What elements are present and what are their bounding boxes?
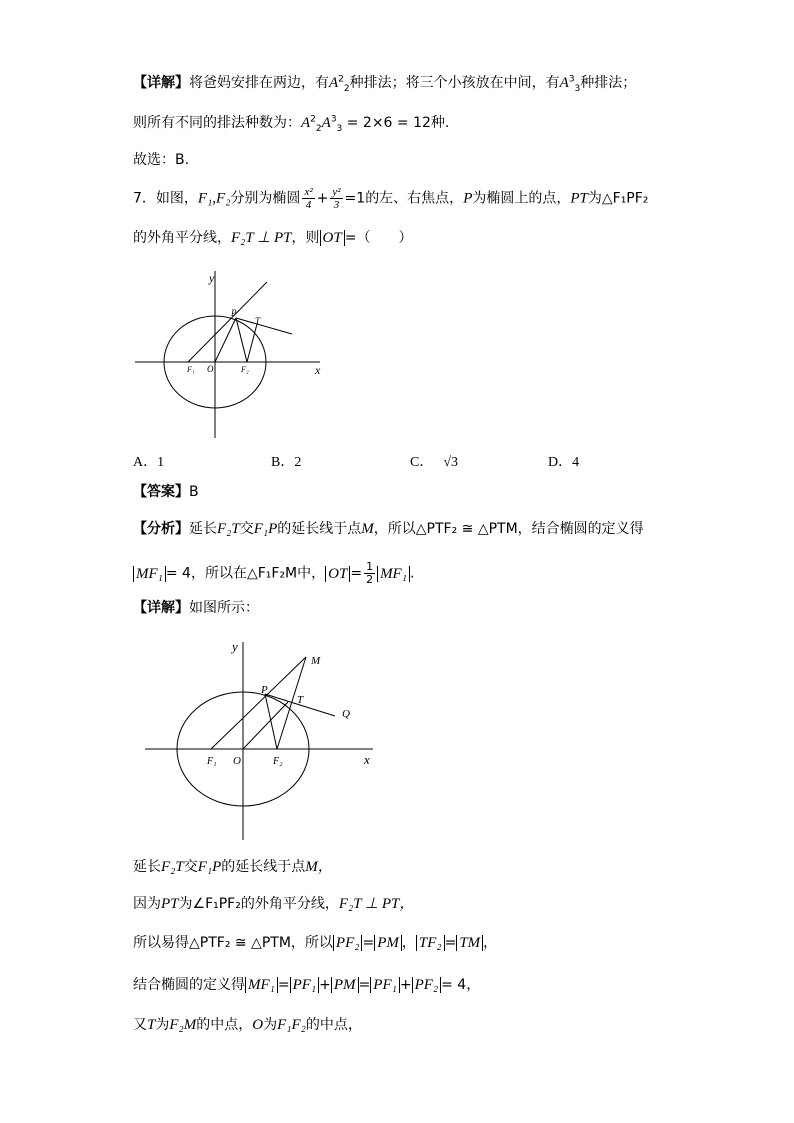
analysis-line-2: MF₁ = 4，所以在△F₁F₂M中， OT = $\frac{1}{2}$ MF₁ . (133, 561, 414, 586)
t-label-2: T (297, 694, 304, 706)
step-4: 结合椭圆的定义得 MF₁ = PF₁ + PM = PF₁ + PF₂ = 4， (133, 977, 481, 993)
q-label-2: Q (342, 708, 350, 720)
choice-a[interactable]: A．1 (133, 455, 165, 470)
x-axis-label-2: x (364, 752, 370, 767)
f1-label: F₁ (187, 365, 195, 374)
origin-label-2: O (233, 755, 241, 767)
detail-2-heading: 【详解】如图所示： (133, 600, 259, 616)
origin-label: O (207, 364, 214, 374)
m-label-2: M (311, 655, 321, 667)
question-7-line-2: 的外角平分线，F₂T ⊥ PT，则 OT =（ ） (133, 230, 413, 246)
p-label: P (231, 308, 237, 318)
detail-line-1: 【详解】将爸妈安排在两边，有$A^2_2$种排法；将三个小孩放在中间，有$A^3_3$种排法； (133, 74, 637, 94)
y-axis-label-2: y (232, 639, 238, 654)
step-3: 所以易得△PTF₂ ≅ △PTM，所以 PF₂ = PM ， TF₂ = TM ， (133, 935, 498, 951)
y-axis-label: y (209, 271, 215, 285)
question-7-line-1: 7．如图，F₁,F₂分别为椭圆 $\frac{\text{x²}}{4}$ + $\frac{\text{y²}}{3}$ =1的左、右焦点，P为椭圆上的点，PT为△F₁PF₂ (133, 186, 649, 211)
fraction-x: $\frac{\text{x²}}{4}$ (304, 186, 313, 211)
pick-line: 故选：B. (133, 152, 190, 168)
answer-line: 【答案】B (133, 484, 199, 500)
choice-b[interactable]: B．2 (271, 455, 302, 470)
fraction-half: $\frac{1}{2}$ (366, 560, 374, 586)
p-label-2: P (261, 684, 268, 696)
fraction-y: $\frac{\text{y²}}{3}$ (332, 186, 341, 211)
total-line: 则所有不同的排法种数为：$A^2_2A^3_3 = 2\times 6 = 12$种. (133, 114, 450, 134)
choice-d[interactable]: D．4 (548, 455, 580, 470)
step-2: 因为PT为∠F₁PF₂的外角平分线，F₂T ⊥ PT， (133, 896, 415, 912)
choice-c[interactable]: C． √3 (410, 455, 459, 470)
step-5: 又T为F₂M的中点，O为F₁F₂的中点， (133, 1017, 362, 1033)
f1-label-2: F₁ (207, 756, 217, 767)
x-axis-label: x (315, 363, 321, 377)
figure-2-ellipse-diagram (145, 636, 380, 842)
f2-label-2: F₂ (273, 756, 283, 767)
detail-tag: 【详解】 (133, 75, 189, 91)
f2-label: F₂ (241, 365, 249, 374)
step-1: 延长F₂T交F₁P的延长线于点M， (133, 859, 333, 875)
figure-1-ellipse-diagram (135, 268, 335, 440)
analysis-line-1: 【分析】延长F₂T交F₁P的延长线于点M，所以△PTF₂ ≅ △PTM，结合椭圆的定义得 (133, 521, 644, 537)
t-label: T (255, 316, 261, 326)
